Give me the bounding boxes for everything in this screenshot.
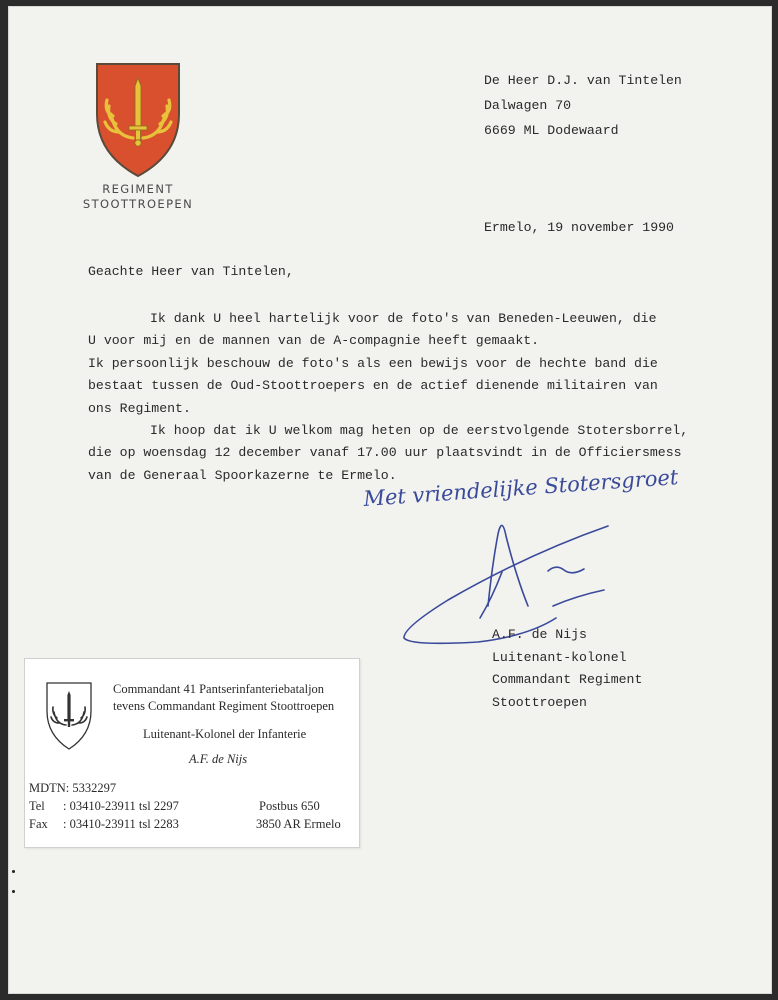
shield-with-sword-and-antlers-icon xyxy=(45,681,93,751)
shield-with-sword-and-antlers-icon xyxy=(95,62,183,180)
business-card xyxy=(24,658,360,848)
punch-mark xyxy=(12,890,15,893)
card-postbus: Postbus 650 xyxy=(259,799,320,813)
regiment-line-2: STOOTTROEPEN xyxy=(82,197,194,211)
salutation: Geachte Heer van Tintelen, xyxy=(88,264,294,279)
signer-role-2: Stoottroepen xyxy=(492,694,587,710)
body-line: bestaat tussen de Oud-Stoottroepers en de actief dienende militairen van xyxy=(88,378,658,394)
card-emblem xyxy=(45,681,93,751)
card-title xyxy=(113,681,334,715)
letter-body xyxy=(88,308,688,487)
regiment-line-1: REGIMENT xyxy=(102,182,174,196)
recipient-address xyxy=(484,68,682,143)
signoff-block xyxy=(492,624,642,714)
body-line: U voor mij en de mannen van de A-compagnie heeft gemaakt. xyxy=(88,333,540,349)
handwritten-greeting: Met vriendelijke Stotersgroet xyxy=(362,465,679,511)
card-mdtn: MDTN: 5332297 xyxy=(29,781,117,795)
body-line: ons Regiment. xyxy=(88,400,191,416)
card-name: A.F. de Nijs xyxy=(189,752,248,766)
card-rank: Luitenant-Kolonel der Infanterie xyxy=(143,727,307,741)
body-line: Ik dank U heel hartelijk voor de foto's van Beneden-Leeuwen, die xyxy=(150,311,657,326)
regiment-name xyxy=(63,182,213,212)
letter-page xyxy=(8,6,772,994)
card-tel-row xyxy=(29,799,179,814)
card-tel-label: Tel xyxy=(29,799,45,813)
card-title-line-1: Commandant 41 Pantserinfanteriebataljon xyxy=(113,682,325,696)
signer-rank: Luitenant-kolonel xyxy=(492,649,627,665)
recipient-city: 6669 ML Dodewaard xyxy=(484,123,619,138)
recipient-street: Dalwagen 70 xyxy=(484,98,572,113)
body-line: Ik hoop dat ik U welkom mag heten op de eerstvolgende Stotersborrel, xyxy=(150,423,689,439)
card-fax-value: : 03410-23911 tsl 2283 xyxy=(63,817,179,831)
card-postcode: 3850 AR Ermelo xyxy=(256,817,341,831)
card-fax-row xyxy=(29,817,179,832)
body-line: die op woensdag 12 december vanaf 17.00 uur plaatsvindt in de Officiersmess xyxy=(88,445,682,461)
signer-role-1: Commandant Regiment xyxy=(492,672,643,687)
card-fax-label: Fax xyxy=(29,817,48,831)
signer-name: A.F. de Nijs xyxy=(492,627,587,642)
card-title-line-2: tevens Commandant Regiment Stoottroepen xyxy=(113,699,335,713)
body-line: Ik persoonlijk beschouw de foto's als een bewijs voor de hechte band die xyxy=(88,355,658,371)
punch-mark xyxy=(12,870,15,873)
regiment-crest xyxy=(95,62,183,180)
body-line: van de Generaal Spoorkazerne te Ermelo. xyxy=(88,467,397,483)
card-tel-value: : 03410-23911 tsl 2297 xyxy=(63,799,179,813)
letter-date: Ermelo, 19 november 1990 xyxy=(484,220,674,235)
recipient-name: De Heer D.J. van Tintelen xyxy=(484,73,682,88)
